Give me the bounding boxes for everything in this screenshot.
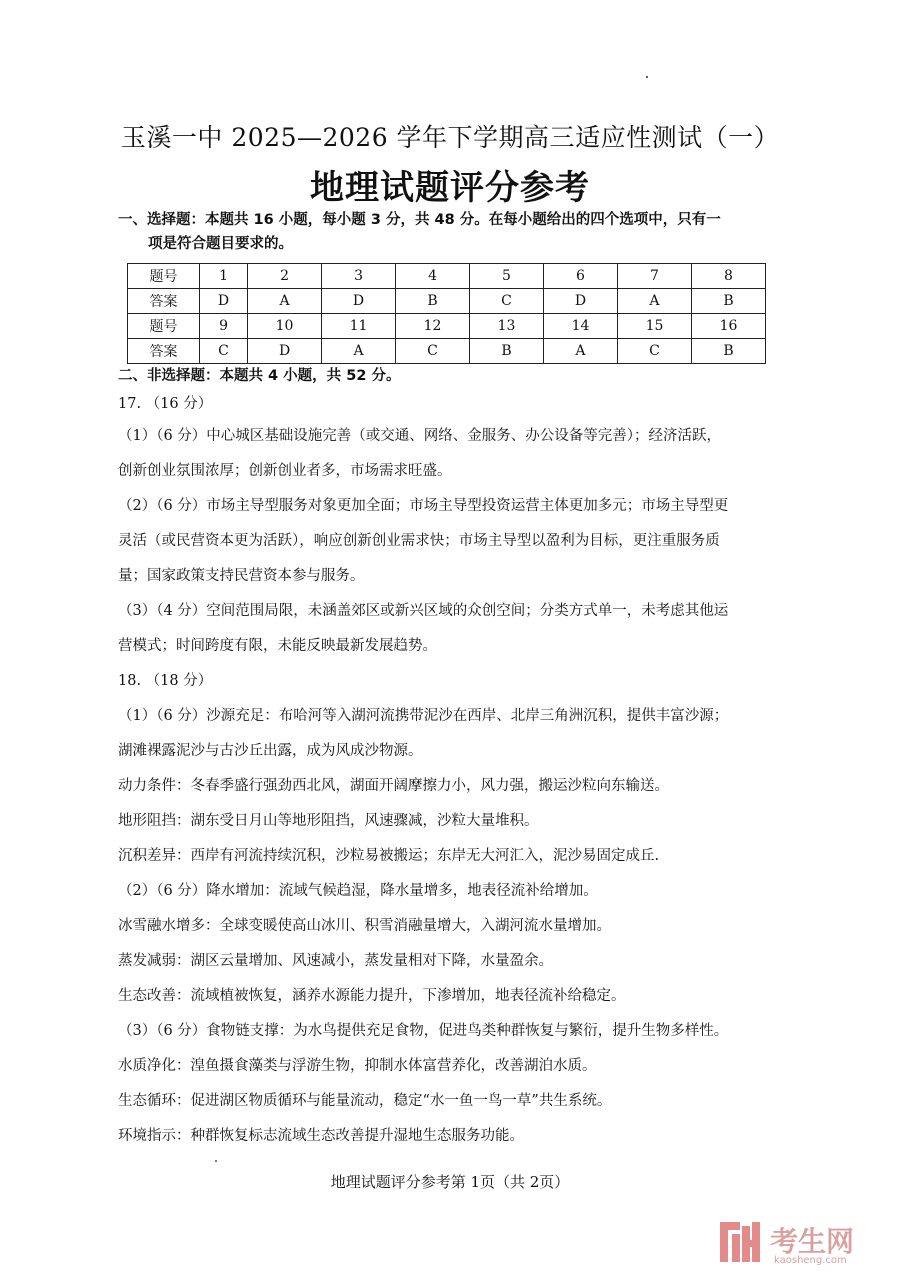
table-cell: C: [200, 339, 248, 364]
table-cell: 15: [617, 314, 691, 339]
table-cell: 16: [691, 314, 765, 339]
question-17-heading: 17. （16 分）: [118, 396, 213, 412]
answer-table: [127, 263, 766, 364]
answer-line: （1）（6 分）中心城区基础设施完善（或交通、网络、金服务、办公设备等完善）；经济活跃，: [118, 428, 722, 444]
answer-line: 创新创业氛围浓厚；创新创业者多，市场需求旺盛。: [118, 463, 452, 479]
section-1-heading: [118, 208, 798, 256]
table-cell: D: [544, 289, 618, 314]
scan-dot: [646, 76, 648, 78]
answer-line: （1）（6 分）沙源充足：布哈河等入湖河流携带泥沙在西岸、北岸三角洲沉积，提供丰富沙源；: [118, 708, 729, 724]
table-header-cell: 题号: [128, 314, 200, 339]
table-cell: C: [396, 339, 470, 364]
question-18-heading: 18. （18 分）: [118, 673, 213, 689]
answer-line: 生态循环：促进湖区物质循环与能量流动，稳定“水一鱼一鸟一草”共生系统。: [118, 1093, 612, 1109]
scan-dot: [215, 1160, 217, 1162]
answer-line: （2）（6 分）市场主导型服务对象更加全面；市场主导型投资运营主体更加多元；市场主导型更: [118, 498, 729, 514]
table-row: [128, 314, 766, 339]
table-cell: C: [470, 289, 544, 314]
page-title: 地理试题评分参考: [310, 168, 590, 208]
table-cell: B: [691, 289, 765, 314]
answer-line: 灵活（或民营资本更为活跃），响应创新创业需求快；市场主导型以盈利为目标，更注重服务质: [118, 533, 720, 549]
answer-line: 湖滩裸露泥沙与古沙丘出露，成为风成沙物源。: [118, 743, 423, 759]
table-cell: 8: [691, 264, 765, 289]
table-cell: 3: [322, 264, 396, 289]
answer-line: 生态改善：流域植被恢复，涵养水源能力提升，下渗增加，地表径流补给稳定。: [118, 988, 626, 1004]
section-2-heading: 二、非选择题：本题共 4 小题，共 52 分。: [118, 368, 401, 384]
table-cell: A: [248, 289, 322, 314]
logo-mark-icon: [720, 1222, 760, 1262]
table-row: [128, 264, 766, 289]
watermark-logo: [718, 1220, 888, 1266]
table-row: [128, 339, 766, 364]
answer-line: 动力条件：冬春季盛行强劲西北风，湖面开阔摩擦力小，风力强，搬运沙粒向东输送。: [118, 778, 669, 794]
table-cell: B: [396, 289, 470, 314]
answer-line: 水质净化：湟鱼摄食藻类与浮游生物，抑制水体富营养化，改善湖泊水质。: [118, 1058, 597, 1074]
watermark-url: kaosheng.com: [774, 1255, 847, 1266]
table-cell: 5: [470, 264, 544, 289]
answer-line: 营模式；时间跨度有限，未能反映最新发展趋势。: [118, 638, 437, 654]
table-cell: 10: [248, 314, 322, 339]
table-cell: 13: [470, 314, 544, 339]
exam-title: 玉溪一中 2025—2026 学年下学期高三适应性测试（一）: [120, 123, 780, 152]
table-header-cell: 题号: [128, 264, 200, 289]
table-cell: 12: [396, 314, 470, 339]
table-cell: 4: [396, 264, 470, 289]
table-cell: A: [544, 339, 618, 364]
table-cell: D: [248, 339, 322, 364]
table-cell: C: [617, 339, 691, 364]
answer-line: （3）（4 分）空间范围局限，未涵盖郊区或新兴区域的众创空间；分类方式单一，未考虑其他运: [118, 603, 729, 619]
answer-line: 冰雪融水增多：全球变暖使高山冰川、积雪消融量增大，入湖河流水量增加。: [118, 918, 611, 934]
table-cell: A: [322, 339, 396, 364]
table-cell: D: [322, 289, 396, 314]
table-cell: 2: [248, 264, 322, 289]
section-1-line-1: 一、选择题：本题共 16 小题，每小题 3 分，共 48 分。在每小题给出的四个选项中，只有一: [118, 212, 721, 228]
table-cell: 7: [617, 264, 691, 289]
table-cell: 1: [200, 264, 248, 289]
watermark-name: 考生网: [770, 1225, 855, 1258]
answer-line: （2）（6 分）降水增加：流域气候趋湿，降水量增多，地表径流补给增加。: [118, 883, 598, 899]
table-header-cell: 答案: [128, 339, 200, 364]
answer-line: 蒸发减弱：湖区云量增加、风速减小，蒸发量相对下降，水量盈余。: [118, 953, 553, 969]
table-cell: A: [617, 289, 691, 314]
table-row: [128, 289, 766, 314]
answer-line: 量；国家政策支持民营资本参与服务。: [118, 568, 365, 584]
table-cell: D: [200, 289, 248, 314]
table-header-cell: 答案: [128, 289, 200, 314]
answer-body: [118, 389, 798, 1154]
table-cell: B: [470, 339, 544, 364]
table-cell: 14: [544, 314, 618, 339]
table-cell: 9: [200, 314, 248, 339]
answer-line: 地形阻挡：湖东受日月山等地形阻挡，风速骤减，沙粒大量堆积。: [118, 813, 539, 829]
table-cell: 11: [322, 314, 396, 339]
answer-line: 环境指示：种群恢复标志流域生态改善提升湿地生态服务功能。: [118, 1128, 524, 1144]
table-cell: B: [691, 339, 765, 364]
answer-line: 沉积差异：西岸有河流持续沉积，沙粒易被搬运；东岸无大河汇入，泥沙易固定成丘.: [118, 848, 660, 864]
section-1-line-2: 项是符合题目要求的。: [148, 236, 293, 252]
page-footer: 地理试题评分参考第 1页（共 2页）: [330, 1173, 570, 1191]
answer-line: （3）（6 分）食物链支撑：为水鸟提供充足食物，促进鸟类种群恢复与繁衍，提升生物多样性。: [118, 1023, 729, 1039]
table-cell: 6: [544, 264, 618, 289]
